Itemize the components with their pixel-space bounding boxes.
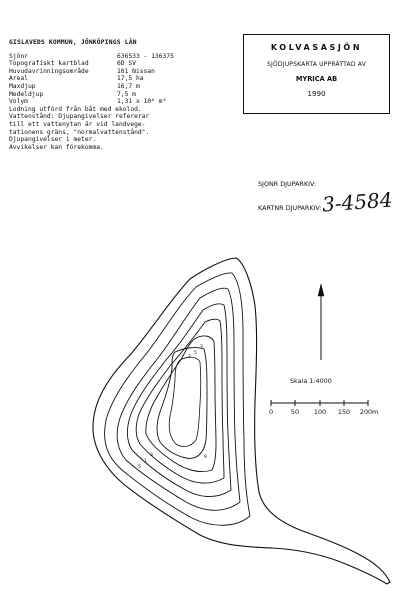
- scale-tick-label: 150: [337, 408, 351, 416]
- scale-tick-label: 200: [359, 408, 373, 416]
- map-subtitle: SJÖDJUPSKARTA UPPRÄTTAD AV: [267, 61, 366, 68]
- note-line: Vattenstånd: Djupangivelser refererar: [9, 113, 150, 121]
- depth-mark: 5: [138, 465, 141, 470]
- kartnr-handwritten-value: 3-4584: [321, 187, 394, 217]
- note-line: Djupangivelser i meter.: [9, 136, 97, 144]
- north-arrow: [318, 284, 324, 360]
- depth-contour: [157, 348, 207, 459]
- scale-unit: m: [372, 408, 379, 416]
- note-line: Lodning utförd från båt med ekolod.: [9, 105, 142, 113]
- fact-label: Topografiskt kartblad: [9, 60, 89, 68]
- note-line: tationens gräns, "normalvattenstånd".: [9, 128, 150, 136]
- scale-tick-label: 100: [313, 408, 327, 416]
- fact-label: Medeldjup: [9, 90, 44, 98]
- scale-tick-label: 50: [290, 408, 300, 416]
- fact-value: 636533 - 136375: [117, 52, 174, 60]
- municipality-heading: GISLAVEDS KOMMUN, JÖNKÖPINGS LÄN: [9, 39, 137, 46]
- fact-value: 6D SV: [117, 60, 136, 68]
- depth-mark: 5: [194, 351, 197, 356]
- lake-name: KOLVASASJÖN: [270, 43, 363, 52]
- depth-mark: 9: [204, 455, 207, 460]
- fact-value: 17,5 ha: [117, 75, 144, 83]
- depth-mark: 3: [150, 453, 153, 458]
- fact-label: Huvudavrinningsområde: [9, 67, 89, 75]
- fact-label: Sjönr: [9, 52, 28, 60]
- fact-label: Areal: [9, 75, 28, 83]
- map-year: 1990: [307, 89, 326, 98]
- depth-mark: 7: [188, 355, 191, 360]
- fact-value: 1,31 x 10⁶ m³: [117, 98, 167, 106]
- depth-contour: [117, 288, 240, 510]
- scale-tick-label: 0: [268, 408, 274, 416]
- fact-label: Maxdjup: [9, 82, 36, 90]
- scale-label: Skala 1:4000: [290, 377, 332, 385]
- sjonr-archive-label: SJONR DJUPARKIV:: [258, 180, 317, 188]
- note-line: Avvikelser kan förekomma.: [9, 143, 104, 151]
- fact-label: Volym: [9, 98, 28, 106]
- depth-contour: [169, 357, 201, 446]
- scale-bar: [271, 400, 368, 406]
- map-author: MYRICA AB: [295, 75, 338, 83]
- depth-contour: [105, 273, 250, 525]
- fact-value: 16,7 m: [117, 82, 140, 90]
- depth-mark: 1: [144, 459, 147, 464]
- depth-contour: [136, 319, 224, 483]
- depth-mark: 3: [200, 345, 203, 350]
- fact-value: 101 Nissan: [117, 67, 155, 75]
- kartnr-archive-label: KARTNR DJUPARKIV:: [258, 204, 322, 212]
- note-line: till ett vattenytan är vid landvege-: [9, 120, 146, 128]
- fact-value: 7,5 m: [117, 90, 136, 98]
